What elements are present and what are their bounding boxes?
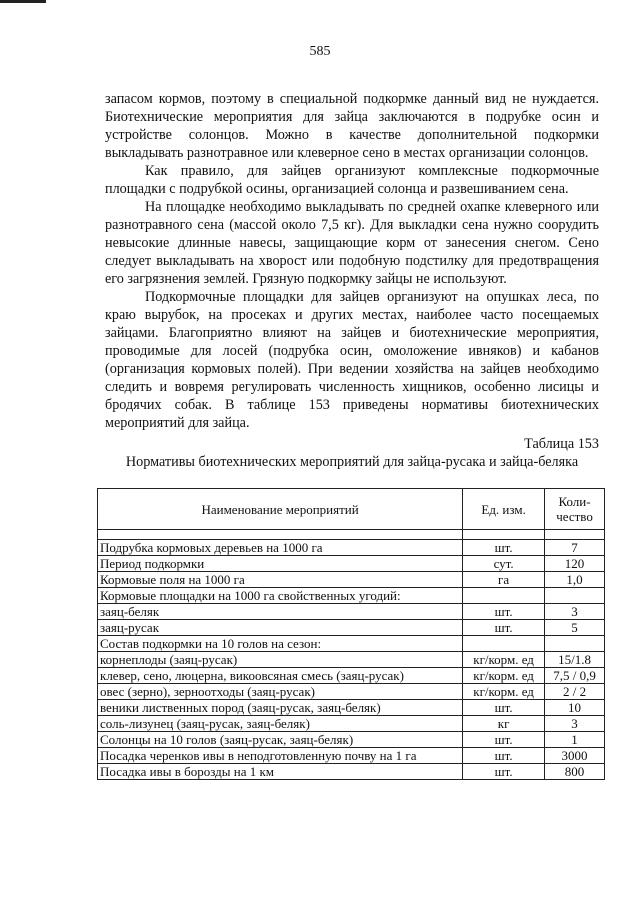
- cell-name: соль-лизунец (заяц-русак, заяц-беляк): [98, 716, 463, 732]
- table-spacer-row: [98, 530, 605, 540]
- cell-qty: 2 / 2: [545, 684, 605, 700]
- table-row: [98, 572, 605, 588]
- cell-qty: [545, 588, 605, 604]
- cell-unit: сут.: [463, 556, 545, 572]
- table-row: [98, 540, 605, 556]
- table-row: [98, 652, 605, 668]
- page-number: 585: [309, 44, 331, 59]
- cell-qty: [545, 636, 605, 652]
- header-qty-line2: чество: [556, 509, 593, 524]
- header-name: Наименование мероприятий: [98, 489, 463, 530]
- table-row: [98, 700, 605, 716]
- table-caption: Нормативы биотехнических мероприятий для зайца-русака и зайца-беляка: [125, 454, 579, 470]
- cell-qty: 3000: [545, 748, 605, 764]
- cell-unit: [463, 588, 545, 604]
- cell-qty: 120: [545, 556, 605, 572]
- paragraphs: [105, 90, 599, 432]
- table-row: [98, 684, 605, 700]
- cell-name: Кормовые поля на 1000 га: [98, 572, 463, 588]
- paragraph: Подкормочные площадки для зайцев организуют на опушках леса, по краю вырубок, на просеках и других местах, наиболее часто посещаемых зайцами. Благоприятно влияют на зайцев и биотехнические мероприятия, проводимые для лосей (подрубка осин, омоложение ивняков) и кабанов (организация кормовых полей). При ведении хозяйства на зайцев необходимо следить и вовремя регулировать численность хищников, особенно лисицы и бродячих собак. В таблице 153 приведены нормативы биотехнических мероприятий для зайца.: [105, 289, 599, 431]
- cell-unit: кг/корм. ед: [463, 652, 545, 668]
- cell-qty: 3: [545, 716, 605, 732]
- cell-name: Солонцы на 10 голов (заяц-русак, заяц-беляк): [98, 732, 463, 748]
- scan-edge-mark: [0, 0, 46, 3]
- table-row: [98, 668, 605, 684]
- cell-name: Посадка черенков ивы в неподготовленную почву на 1 га: [98, 748, 463, 764]
- table-row: [98, 620, 605, 636]
- header-qty-line1: Коли-: [558, 494, 591, 509]
- cell-unit: кг/корм. ед: [463, 668, 545, 684]
- table-body: [98, 530, 605, 780]
- table-number: Таблица 153: [524, 436, 599, 452]
- cell-name: клевер, сено, люцерна, викоовсяная смесь (заяц-русак): [98, 668, 463, 684]
- header-unit: Ед. изм.: [463, 489, 545, 530]
- cell-qty: 7,5 / 0,9: [545, 668, 605, 684]
- table-row: [98, 636, 605, 652]
- cell-unit: шт.: [463, 732, 545, 748]
- paragraph: запасом кормов, поэтому в специальной подкормке данный вид не нуждается. Биотехнические мероприятия для зайца заключаются в подрубке осин и устройстве солонцов. Можно в качестве дополнительной подкормки выкладывать разнотравное или клеверное сено в местах организации солонцов.: [105, 91, 599, 161]
- table-row: [98, 732, 605, 748]
- cell-qty: 15/1.8: [545, 652, 605, 668]
- cell-name: заяц-беляк: [98, 604, 463, 620]
- table-header-row: [98, 489, 605, 530]
- cell-qty: 5: [545, 620, 605, 636]
- norms-table: [97, 488, 605, 780]
- cell-name: Подрубка кормовых деревьев на 1000 га: [98, 540, 463, 556]
- cell-unit: кг/корм. ед: [463, 684, 545, 700]
- cell-unit: шт.: [463, 700, 545, 716]
- cell-name: Посадка ивы в борозды на 1 км: [98, 764, 463, 780]
- table-row: [98, 604, 605, 620]
- cell-unit: шт.: [463, 604, 545, 620]
- body-text: [105, 90, 599, 471]
- cell-name: веники лиственных пород (заяц-русак, заяц-беляк): [98, 700, 463, 716]
- paragraph: На площадке необходимо выкладывать по средней охапке клеверного или разнотравного сена (массой около 7,5 кг). Для выкладки сена нужно соорудить невысокие длинные навесы, защищающие корм от занесения снегом. Сено следует выкладывать на хворост или подобную подстилку для предотвращения его загрязнения землей. Грязную подкормку зайцы не используют.: [105, 199, 599, 287]
- table-row: [98, 556, 605, 572]
- cell-qty: 1: [545, 732, 605, 748]
- paragraph: Как правило, для зайцев организуют комплексные подкормочные площадки с подрубкой осины, организацией солонца и развешиванием сена.: [105, 163, 599, 197]
- table-row: [98, 748, 605, 764]
- cell-qty: 3: [545, 604, 605, 620]
- cell-unit: [463, 636, 545, 652]
- cell-name: корнеплоды (заяц-русак): [98, 652, 463, 668]
- cell-name: Кормовые площадки на 1000 га свойственных угодий:: [98, 588, 463, 604]
- cell-unit: шт.: [463, 540, 545, 556]
- cell-unit: шт.: [463, 620, 545, 636]
- cell-unit: кг: [463, 716, 545, 732]
- cell-name: овес (зерно), зерноотходы (заяц-русак): [98, 684, 463, 700]
- cell-name: Период подкормки: [98, 556, 463, 572]
- table-row: [98, 588, 605, 604]
- cell-unit: шт.: [463, 764, 545, 780]
- table-row: [98, 764, 605, 780]
- cell-name: заяц-русак: [98, 620, 463, 636]
- cell-qty: 7: [545, 540, 605, 556]
- cell-name: Состав подкормки на 10 голов на сезон:: [98, 636, 463, 652]
- cell-qty: 800: [545, 764, 605, 780]
- cell-unit: шт.: [463, 748, 545, 764]
- cell-qty: 1,0: [545, 572, 605, 588]
- cell-unit: га: [463, 572, 545, 588]
- cell-qty: 10: [545, 700, 605, 716]
- header-qty: [545, 489, 605, 530]
- table-row: [98, 716, 605, 732]
